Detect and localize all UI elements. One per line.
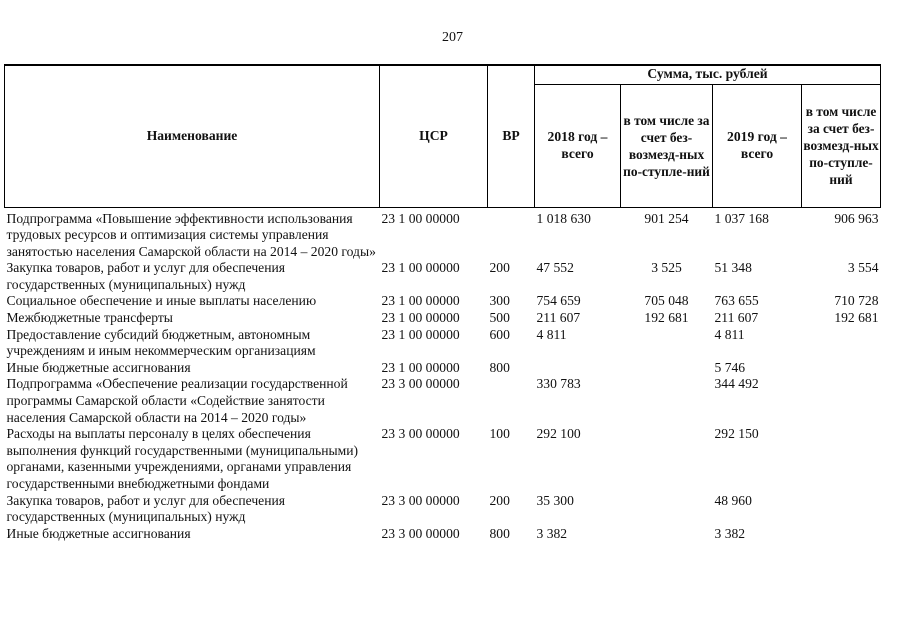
row-name: Подпрограмма «Обеспечение реализации государственной программы Самарской области «Содействие занятости населения Самарской области на 2014 – 2020 годы» — [6, 376, 348, 425]
header-csr: ЦСР — [380, 65, 488, 207]
row-vr: 100 — [489, 426, 510, 442]
row-2018-grants — [621, 376, 713, 426]
row-csr: 23 3 00 00000 — [381, 376, 460, 392]
row-2018-grants — [621, 360, 713, 377]
table-row — [5, 493, 881, 526]
header-sum-group: Сумма, тыс. рублей — [535, 65, 881, 84]
row-2019-total: 51 348 — [714, 260, 752, 276]
row-2019-total: 763 655 — [714, 293, 759, 309]
row-name: Расходы на выплаты персоналу в целях обеспечения выполнения функций государственными (муниципальными) органами, казенными учреждениями, органами управления государственными внебюджетными фондами — [6, 426, 359, 491]
table-row — [5, 310, 881, 327]
row-2019-total: 48 960 — [714, 492, 752, 508]
row-vr: 800 — [489, 525, 510, 541]
table-row — [5, 376, 881, 426]
row-vr — [488, 376, 535, 426]
row-2019-total: 211 607 — [714, 310, 759, 326]
page-number: 207 — [442, 30, 463, 45]
row-2019-grants: 906 963 — [834, 210, 879, 226]
table-header — [5, 65, 881, 207]
row-2019-grants — [802, 360, 881, 377]
row-csr: 23 3 00 00000 — [381, 426, 460, 442]
row-name: Закупка товаров, работ и услуг для обеспечения государственных (муниципальных) нужд — [6, 260, 285, 292]
row-vr: 600 — [489, 326, 510, 342]
row-vr: 200 — [489, 492, 510, 508]
row-2019-grants — [802, 426, 881, 492]
table-row — [5, 293, 881, 310]
row-csr: 23 1 00 00000 — [381, 293, 460, 309]
row-2019-grants: 3 554 — [847, 260, 879, 276]
row-vr: 800 — [489, 359, 510, 375]
row-2018-total: 754 659 — [536, 293, 581, 309]
row-2018-total — [535, 360, 621, 377]
row-2019-grants: 710 728 — [834, 293, 879, 309]
row-vr: 200 — [489, 260, 510, 276]
row-2019-grants — [802, 526, 881, 543]
row-2018-total: 3 382 — [536, 525, 568, 541]
row-name: Иные бюджетные ассигнования — [6, 525, 191, 541]
budget-table — [4, 64, 881, 542]
row-vr: 500 — [489, 310, 510, 326]
row-2019-total: 344 492 — [714, 376, 759, 392]
table-body — [5, 207, 881, 542]
row-2019-grants — [802, 327, 881, 360]
row-csr: 23 1 00 00000 — [381, 359, 460, 375]
row-2018-total: 35 300 — [536, 492, 574, 508]
table-row — [5, 327, 881, 360]
row-2018-total: 47 552 — [536, 260, 574, 276]
header-name: Наименование — [5, 65, 380, 207]
row-2018-grants: 901 254 — [644, 210, 689, 226]
row-2018-grants — [621, 493, 713, 526]
row-name: Межбюджетные трансферты — [6, 310, 173, 326]
table-row — [5, 426, 881, 492]
row-2018-grants — [621, 526, 713, 543]
row-2018-grants: 705 048 — [644, 293, 689, 309]
row-2019-total: 4 811 — [714, 326, 745, 342]
table-row — [5, 260, 881, 293]
row-csr: 23 1 00 00000 — [381, 326, 460, 342]
row-2018-grants: 3 525 — [651, 260, 682, 276]
row-name: Иные бюджетные ассигнования — [6, 359, 191, 375]
row-csr: 23 3 00 00000 — [381, 525, 460, 541]
row-2018-total: 330 783 — [536, 376, 581, 392]
row-2018-total: 4 811 — [536, 326, 567, 342]
header-vr: ВР — [488, 65, 535, 207]
row-csr: 23 3 00 00000 — [381, 492, 460, 508]
header-2018-total: 2018 год – всего — [535, 84, 621, 207]
row-name: Закупка товаров, работ и услуг для обеспечения государственных (муниципальных) нужд — [6, 492, 285, 525]
row-name: Подпрограмма «Повышение эффективности использования трудовых ресурсов и оптимизация системы управления занятостью населения Самарской области на 2014 – 2020 годы» — [6, 210, 376, 259]
table-row — [5, 360, 881, 377]
row-2019-total: 3 382 — [714, 525, 746, 541]
row-2018-total: 1 018 630 — [536, 210, 591, 226]
row-name: Предоставление субсидий бюджетным, автономным учреждениям и иным некоммерческим организациям — [6, 326, 316, 359]
row-csr: 23 1 00 00000 — [381, 260, 460, 276]
row-2018-total: 211 607 — [536, 310, 581, 326]
row-2019-grants — [802, 493, 881, 526]
row-csr: 23 1 00 00000 — [381, 310, 460, 326]
row-2018-grants — [621, 327, 713, 360]
header-2018-grants: в том числе за счет без-возмезд-ных по-ступле-ний — [621, 84, 713, 207]
row-2019-total: 1 037 168 — [714, 210, 769, 226]
row-csr: 23 1 00 00000 — [381, 210, 460, 226]
row-2018-total: 292 100 — [536, 426, 581, 442]
row-2019-total: 292 150 — [714, 426, 759, 442]
table-row — [5, 207, 881, 260]
row-vr: 300 — [489, 293, 510, 309]
header-2019-total: 2019 год – всего — [713, 84, 802, 207]
header-2019-grants: в том числе за счет без-возмезд-ных по-ступле-ний — [802, 84, 881, 207]
row-2019-grants: 192 681 — [834, 310, 879, 326]
row-2019-grants — [802, 376, 881, 426]
row-name: Социальное обеспечение и иные выплаты населению — [6, 293, 317, 309]
row-2019-total: 5 746 — [714, 359, 746, 375]
row-2018-grants — [621, 426, 713, 492]
row-vr — [488, 207, 535, 260]
row-2018-grants: 192 681 — [644, 310, 689, 326]
table-row — [5, 526, 881, 543]
